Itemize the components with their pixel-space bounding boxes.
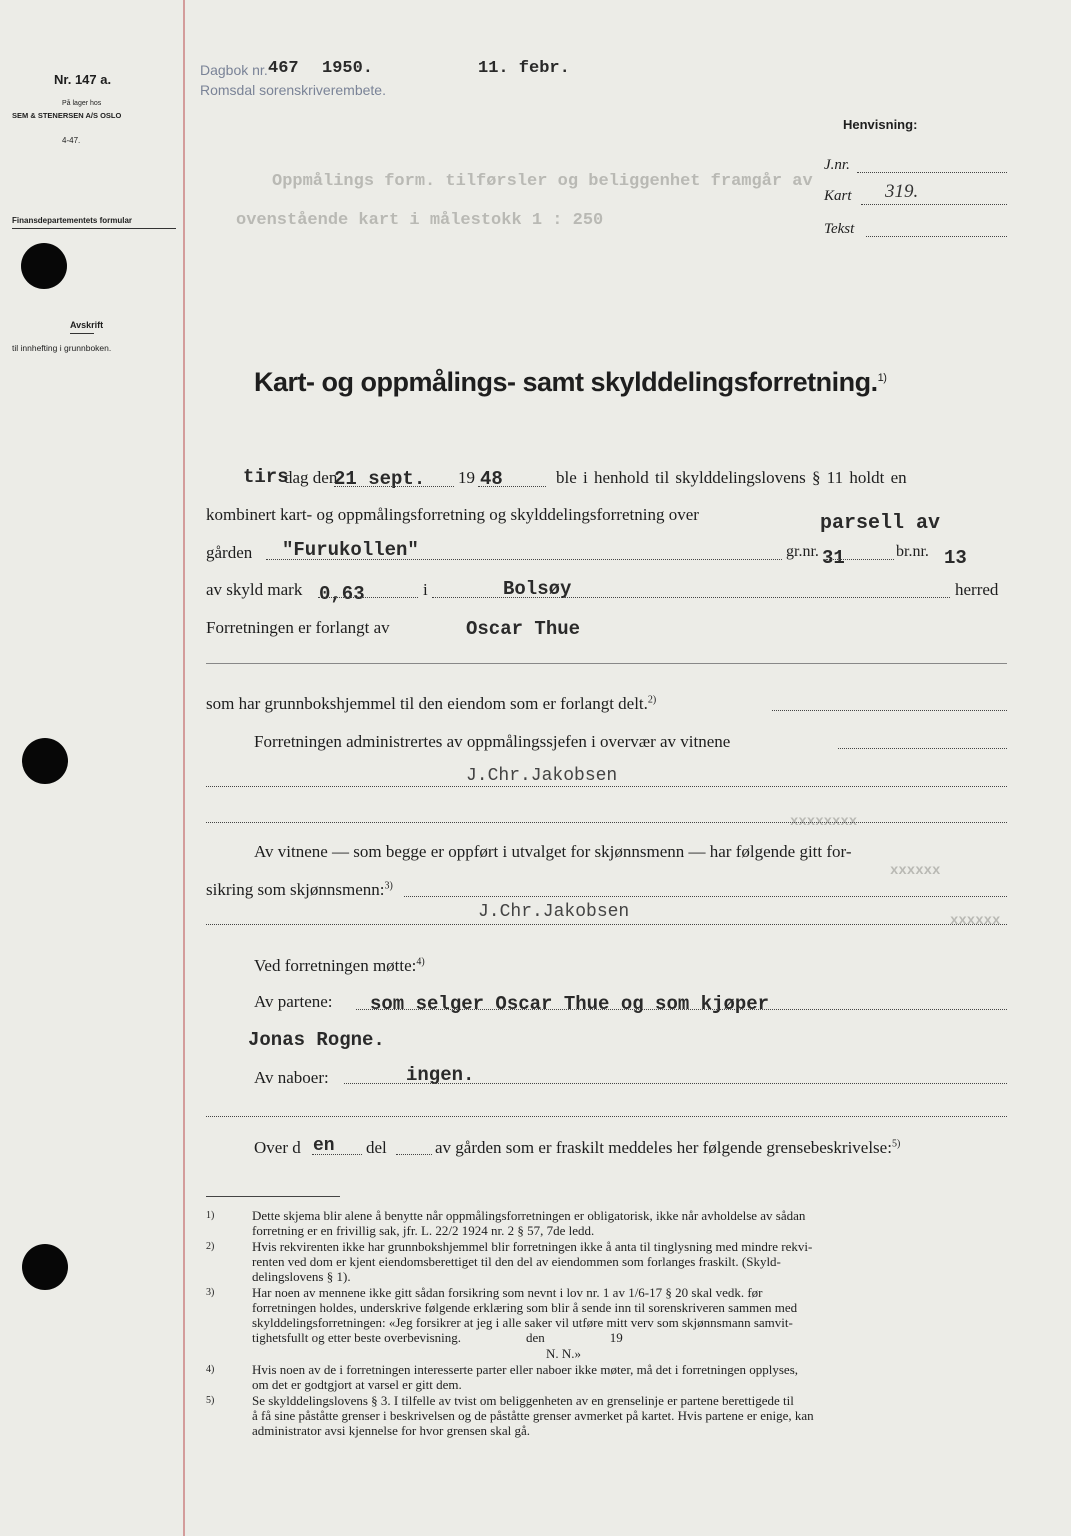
bleed-through-text: xxxxxxxx bbox=[790, 814, 858, 830]
footnote bbox=[206, 1362, 1006, 1392]
tax-label: av skyld mark bbox=[206, 580, 303, 599]
year-field bbox=[478, 486, 546, 487]
object-value: parsell av bbox=[820, 512, 941, 535]
footnote-line: Hvis noen av de i forretningen interesserte parter eller naboer ikke møter, må det i forretningen opplyses, bbox=[252, 1362, 799, 1377]
footnote-ref: 1) bbox=[877, 372, 887, 384]
parties-label: Av partene: bbox=[254, 992, 333, 1011]
footnote-line: Dette skjema blir alene å benytte når oppmålingsforretningen er obligatorisk, ikke når avholdelse av sådan bbox=[252, 1208, 806, 1223]
neighbours-label: Av naboer: bbox=[254, 1068, 329, 1087]
footnote-ref: 2) bbox=[647, 694, 657, 706]
tax-value: 0,63 bbox=[319, 583, 365, 605]
footnote-line: tighetsfullt og etter beste overbevisning. den 19 bbox=[252, 1330, 623, 1345]
footnote bbox=[206, 1393, 1006, 1438]
blank-line bbox=[206, 663, 1007, 664]
footnote-mark: 5) bbox=[206, 1395, 215, 1406]
divider bbox=[12, 228, 176, 229]
footnote-line: renten ved dom er kjent eiendomsberettiget til den del av eiendommen som forlanges fraskilt. (Skyld- bbox=[252, 1254, 781, 1269]
date-code: 4-47. bbox=[62, 136, 81, 145]
footnote-line: forretningen holdes, underskrive følgende erklæring som blir å sende inn til sorenskriveren sammen med bbox=[252, 1300, 798, 1315]
witness-name: J.Chr.Jakobsen bbox=[466, 766, 618, 786]
jnr-field bbox=[857, 172, 1007, 173]
punch-hole bbox=[22, 738, 68, 784]
footnote-mark: 2) bbox=[206, 1241, 215, 1252]
year-prefix: 19 bbox=[458, 468, 475, 487]
punch-hole bbox=[22, 1244, 68, 1290]
brnr-label: br.nr. bbox=[896, 543, 929, 560]
footnote-mark: 1) bbox=[206, 1210, 215, 1221]
form-number: Nr. 147 a. bbox=[54, 72, 112, 87]
jnr-label: J.nr. bbox=[824, 157, 850, 173]
weekday-value: tirs bbox=[243, 466, 289, 488]
neighbours-value: ingen. bbox=[406, 1064, 475, 1086]
footnote-ref: 3) bbox=[384, 880, 393, 892]
statute-text: ble i henhold til skylddelingslovens § 11 holdt en bbox=[556, 468, 907, 487]
footnote bbox=[206, 1208, 1006, 1238]
document-title bbox=[254, 367, 886, 398]
form-text: kombinert kart- og oppmålingsforretning og skylddelingsforretning over bbox=[206, 505, 699, 524]
footnote bbox=[206, 1346, 1006, 1361]
witness-field bbox=[206, 786, 1007, 787]
publisher-line: På lager hos bbox=[62, 100, 102, 107]
grnr-label: gr.nr. bbox=[786, 543, 819, 560]
blank-field bbox=[772, 710, 1007, 711]
form-text-content: sikring som skjønnsmenn: bbox=[206, 880, 385, 899]
year-value: 48 bbox=[480, 468, 503, 490]
kart-value: 319. bbox=[885, 181, 919, 202]
reference-heading: Henvisning: bbox=[843, 117, 918, 132]
stamp-number: 467 bbox=[268, 59, 299, 78]
footnote-mark: 3) bbox=[206, 1287, 215, 1298]
stamp-label: Dagbok nr. bbox=[200, 62, 268, 78]
footnote-line: delingslovens § 1). bbox=[252, 1269, 351, 1284]
footnote-line: Se skylddelingslovens § 3. I tilfelle av tvist om beliggenheten av en grenselinje er partene berettigede til bbox=[252, 1393, 794, 1408]
tekst-label: Tekst bbox=[824, 221, 855, 237]
footnote-line: Hvis rekvirenten ikke har grunnbokshjemmel blir forretningen ikke å anta til tinglysning med mindre rekvi- bbox=[252, 1239, 813, 1254]
parties-field bbox=[356, 1009, 1007, 1010]
blank-field bbox=[404, 896, 1007, 897]
bleed-through-text: ovenstående kart i målestokk 1 : 250 bbox=[236, 211, 604, 230]
footnote-ref: 4) bbox=[416, 956, 425, 968]
margin-line bbox=[183, 0, 185, 1536]
boundary-field bbox=[396, 1154, 432, 1155]
stamp-year: 1950. bbox=[322, 59, 374, 78]
footnote bbox=[206, 1239, 1006, 1284]
form-text bbox=[254, 956, 425, 976]
footnote-line: skylddelingsforretningen: «Jeg forsikrer at jeg i alle saker vil utføre mitt verv som skjønnsmann samvit- bbox=[252, 1315, 793, 1330]
title-text: Kart- og oppmålings- samt skylddelingsforretning. bbox=[254, 367, 878, 397]
footnote-mark: 4) bbox=[206, 1364, 215, 1375]
boundary-text-a: Over d bbox=[254, 1138, 301, 1157]
parties-value-cont: Jonas Rogne. bbox=[248, 1029, 385, 1051]
footnote-line: administrator avsi kjennelse for hvor grensen skal gå. bbox=[252, 1423, 530, 1438]
stamp-office: Romsdal sorenskriverembete. bbox=[200, 82, 386, 98]
stamp-date: 11. febr. bbox=[478, 59, 570, 78]
form-text: Av vitnene — som begge er oppført i utvalget for skjønnsmenn — har følgende gitt for- bbox=[254, 842, 852, 861]
copy-label: Avskrift bbox=[70, 320, 104, 330]
form-text-content: som har grunnbokshjemmel til den eiendom som er forlangt delt. bbox=[206, 694, 648, 713]
department-label: Finansdepartementets formular bbox=[12, 216, 133, 225]
boundary-text-c bbox=[435, 1138, 900, 1158]
date-field bbox=[334, 486, 454, 487]
requested-by-label: Forretningen er forlangt av bbox=[206, 618, 390, 637]
footnotes bbox=[206, 1208, 1006, 1439]
blank-field bbox=[838, 748, 1007, 749]
requested-by-value: Oscar Thue bbox=[466, 618, 581, 640]
form-text: Forretningen administrertes av oppmålingssjefen i overvær av vitnene bbox=[254, 732, 731, 751]
in-label: i bbox=[423, 580, 428, 599]
publisher-name: SEM & STENERSEN A/S OSLO bbox=[12, 111, 122, 120]
boundary-field bbox=[312, 1154, 362, 1155]
form-text bbox=[206, 694, 656, 714]
boundary-text-content: av gården som er fraskilt meddeles her følgende grensebeskrivelse: bbox=[435, 1138, 892, 1157]
date-value: 21 sept. bbox=[334, 468, 426, 490]
footnote-line: forretning er en frivillig sak, jfr. L. 22/2 1924 nr. 2 § 57, 7de ledd. bbox=[252, 1223, 595, 1238]
bleed-through-text: xxxxxx bbox=[950, 913, 1001, 929]
footnote-ref: 5) bbox=[891, 1138, 901, 1150]
grnr-value: 31 bbox=[822, 547, 845, 569]
boundary-fill: en bbox=[313, 1136, 335, 1156]
neighbours-field bbox=[344, 1083, 1007, 1084]
copy-purpose: til innhefting i grunnboken. bbox=[12, 343, 112, 353]
footnote-line: å få sine påståtte grenser i beskrivelsen og de påståtte grenser avmerket på kartet. Hvis partene er enige, kan bbox=[252, 1408, 814, 1423]
footnote-line: N. N.» bbox=[546, 1346, 582, 1361]
farm-name: "Furukollen" bbox=[282, 539, 419, 561]
footnote-line: om det er godtgjort at varsel er gitt dem. bbox=[252, 1377, 462, 1392]
farm-field bbox=[266, 559, 782, 560]
blank-field bbox=[206, 1116, 1007, 1117]
assessor-field bbox=[206, 924, 1007, 925]
farm-label: gården bbox=[206, 543, 253, 562]
footnote-divider bbox=[206, 1196, 340, 1197]
form-text-content: Ved forretningen møtte: bbox=[254, 956, 417, 975]
bleed-through-text: xxxxxx bbox=[890, 863, 941, 879]
municipality-value: Bolsøy bbox=[503, 578, 572, 600]
parties-value: som selger Oscar Thue og som kjøper bbox=[370, 993, 770, 1015]
divider bbox=[70, 333, 94, 334]
kart-field bbox=[861, 204, 1007, 205]
municipality-field bbox=[432, 597, 950, 598]
punch-hole bbox=[21, 243, 67, 289]
form-text bbox=[206, 880, 393, 900]
brnr-value: 13 bbox=[944, 547, 967, 569]
grnr-field bbox=[826, 559, 894, 560]
weekday-label: dag den bbox=[284, 468, 338, 487]
footnote-line: Har noen av mennene ikke gitt sådan forsikring som nevnt i lov nr. 1 av 1/6-17 § 20 skal vedk. før bbox=[252, 1285, 763, 1300]
footnote bbox=[206, 1285, 1006, 1345]
tekst-field bbox=[866, 236, 1007, 237]
assessor-name: J.Chr.Jakobsen bbox=[478, 902, 630, 922]
district-label: herred bbox=[955, 580, 999, 599]
boundary-text-b: del bbox=[366, 1138, 387, 1157]
bleed-through-text: Oppmålings form. tilførsler og beliggenhet framgår av bbox=[272, 172, 813, 191]
tax-field bbox=[318, 597, 418, 598]
witness-field bbox=[206, 822, 1007, 823]
kart-label: Kart bbox=[824, 188, 852, 204]
